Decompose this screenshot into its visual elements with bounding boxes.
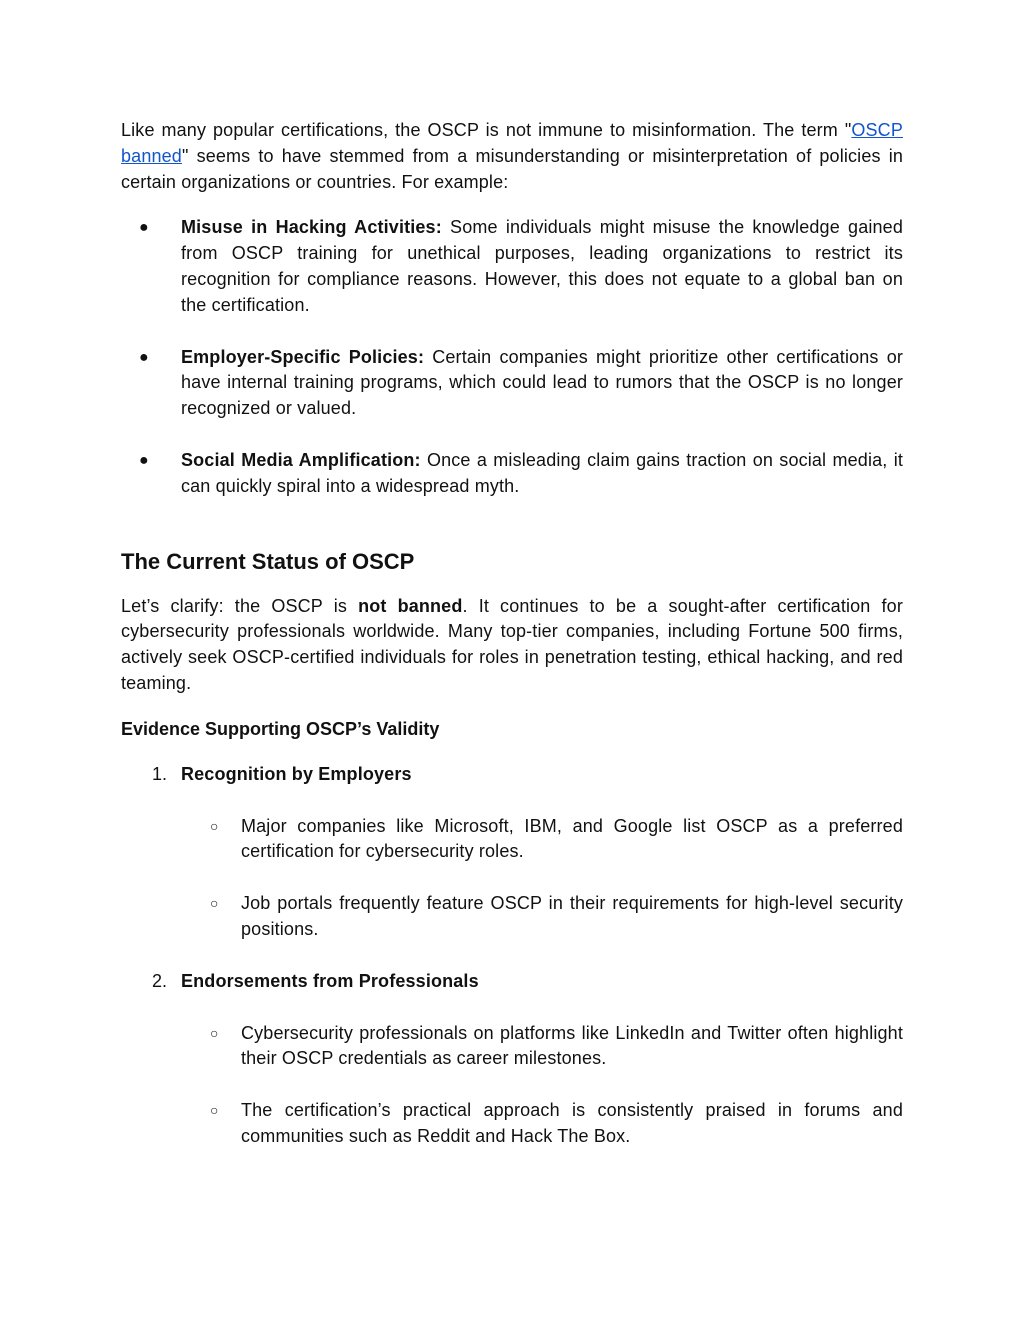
sub-list-item: [121, 1021, 903, 1073]
section-heading: The Current Status of OSCP: [121, 548, 415, 574]
item-number: 2.: [152, 970, 168, 991]
sub-item-text: Major companies like Microsoft, IBM, and Google list OSCP as a preferred certification for cybersecurity roles.: [241, 815, 903, 862]
numbered-item-title-wrap: [181, 762, 903, 788]
hollow-bullet-icon: ○: [210, 1024, 219, 1041]
hollow-bullet-icon: ○: [210, 817, 219, 834]
bullet-title: Misuse in Hacking Activities:: [181, 217, 442, 238]
sub-list-item: [121, 1098, 903, 1150]
misinformation-bullet-list: [121, 215, 903, 499]
bullet-text: [181, 448, 903, 500]
list-item: [121, 345, 903, 422]
evidence-subheading: Evidence Supporting OSCP’s Validity: [121, 718, 440, 739]
document-page: [121, 118, 903, 1176]
numbered-item-title: Recognition by Employers: [181, 763, 412, 784]
bullet-icon: ●: [139, 451, 149, 469]
bullet-body: Some individuals might misuse the knowledge gained from OSCP training for unethical purposes, leading organizations to restrict its recognition for compliance reasons. However, this does not equate to a global ban on the certification.: [181, 217, 903, 315]
numbered-item-title-wrap: [181, 969, 903, 995]
item-number: 1.: [152, 763, 168, 784]
bullet-title: Social Media Amplification:: [181, 449, 421, 470]
status-text-after-bold: . It continues to be a sought-after certification for cybersecurity professionals worldwide. Many top-tier companies, including Fortune 500 firms, actively seek OSCP-certified individuals for roles in penetration testing, ethical hacking, and red teaming.: [121, 595, 903, 693]
bullet-icon: ●: [139, 348, 149, 366]
bullet-title: Employer-Specific Policies:: [181, 346, 425, 367]
intro-text-after-link: " seems to have stemmed from a misunderstanding or misinterpretation of policies in certain organizations or countries. For example:: [121, 145, 903, 192]
bullet-body: Once a misleading claim gains traction on social media, it can quickly spiral into a widespread myth.: [181, 449, 903, 496]
status-text-before-bold: Let’s clarify: the OSCP is: [121, 595, 359, 616]
bullet-text: [181, 345, 903, 422]
numbered-item-title: Endorsements from Professionals: [181, 970, 479, 991]
list-item: [121, 215, 903, 318]
status-paragraph: [121, 594, 903, 697]
intro-text-before-link: Like many popular certifications, the OSCP is not immune to misinformation. The term ": [121, 120, 852, 140]
sub-list-item: [121, 814, 903, 866]
sub-list-item: [121, 891, 903, 943]
bullet-text: [181, 215, 903, 318]
sub-item-text: Cybersecurity professionals on platforms like LinkedIn and Twitter often highlight their OSCP credentials as career milestones.: [241, 1022, 903, 1069]
sub-item-text: The certification’s practical approach is consistently praised in forums and communities such as Reddit and Hack The Box.: [241, 1100, 903, 1146]
intro-paragraph: [121, 118, 903, 195]
hollow-bullet-icon: ○: [210, 1102, 219, 1119]
numbered-item-employers: [121, 762, 903, 788]
oscp-banned-link[interactable]: OSCP banned: [121, 120, 903, 166]
bullet-body: Certain companies might prioritize other certifications or have internal training programs, which could lead to rumors that the OSCP is no longer recognized or valued.: [181, 346, 903, 419]
bullet-icon: ●: [139, 219, 149, 237]
evidence-numbered-list: [121, 762, 903, 1150]
sub-item-text: Job portals frequently feature OSCP in their requirements for high-level security positions.: [241, 893, 903, 939]
status-bold-text: not banned: [358, 595, 463, 616]
numbered-item-professionals: [121, 969, 903, 995]
hollow-bullet-icon: ○: [210, 895, 219, 912]
list-item: [121, 448, 903, 500]
